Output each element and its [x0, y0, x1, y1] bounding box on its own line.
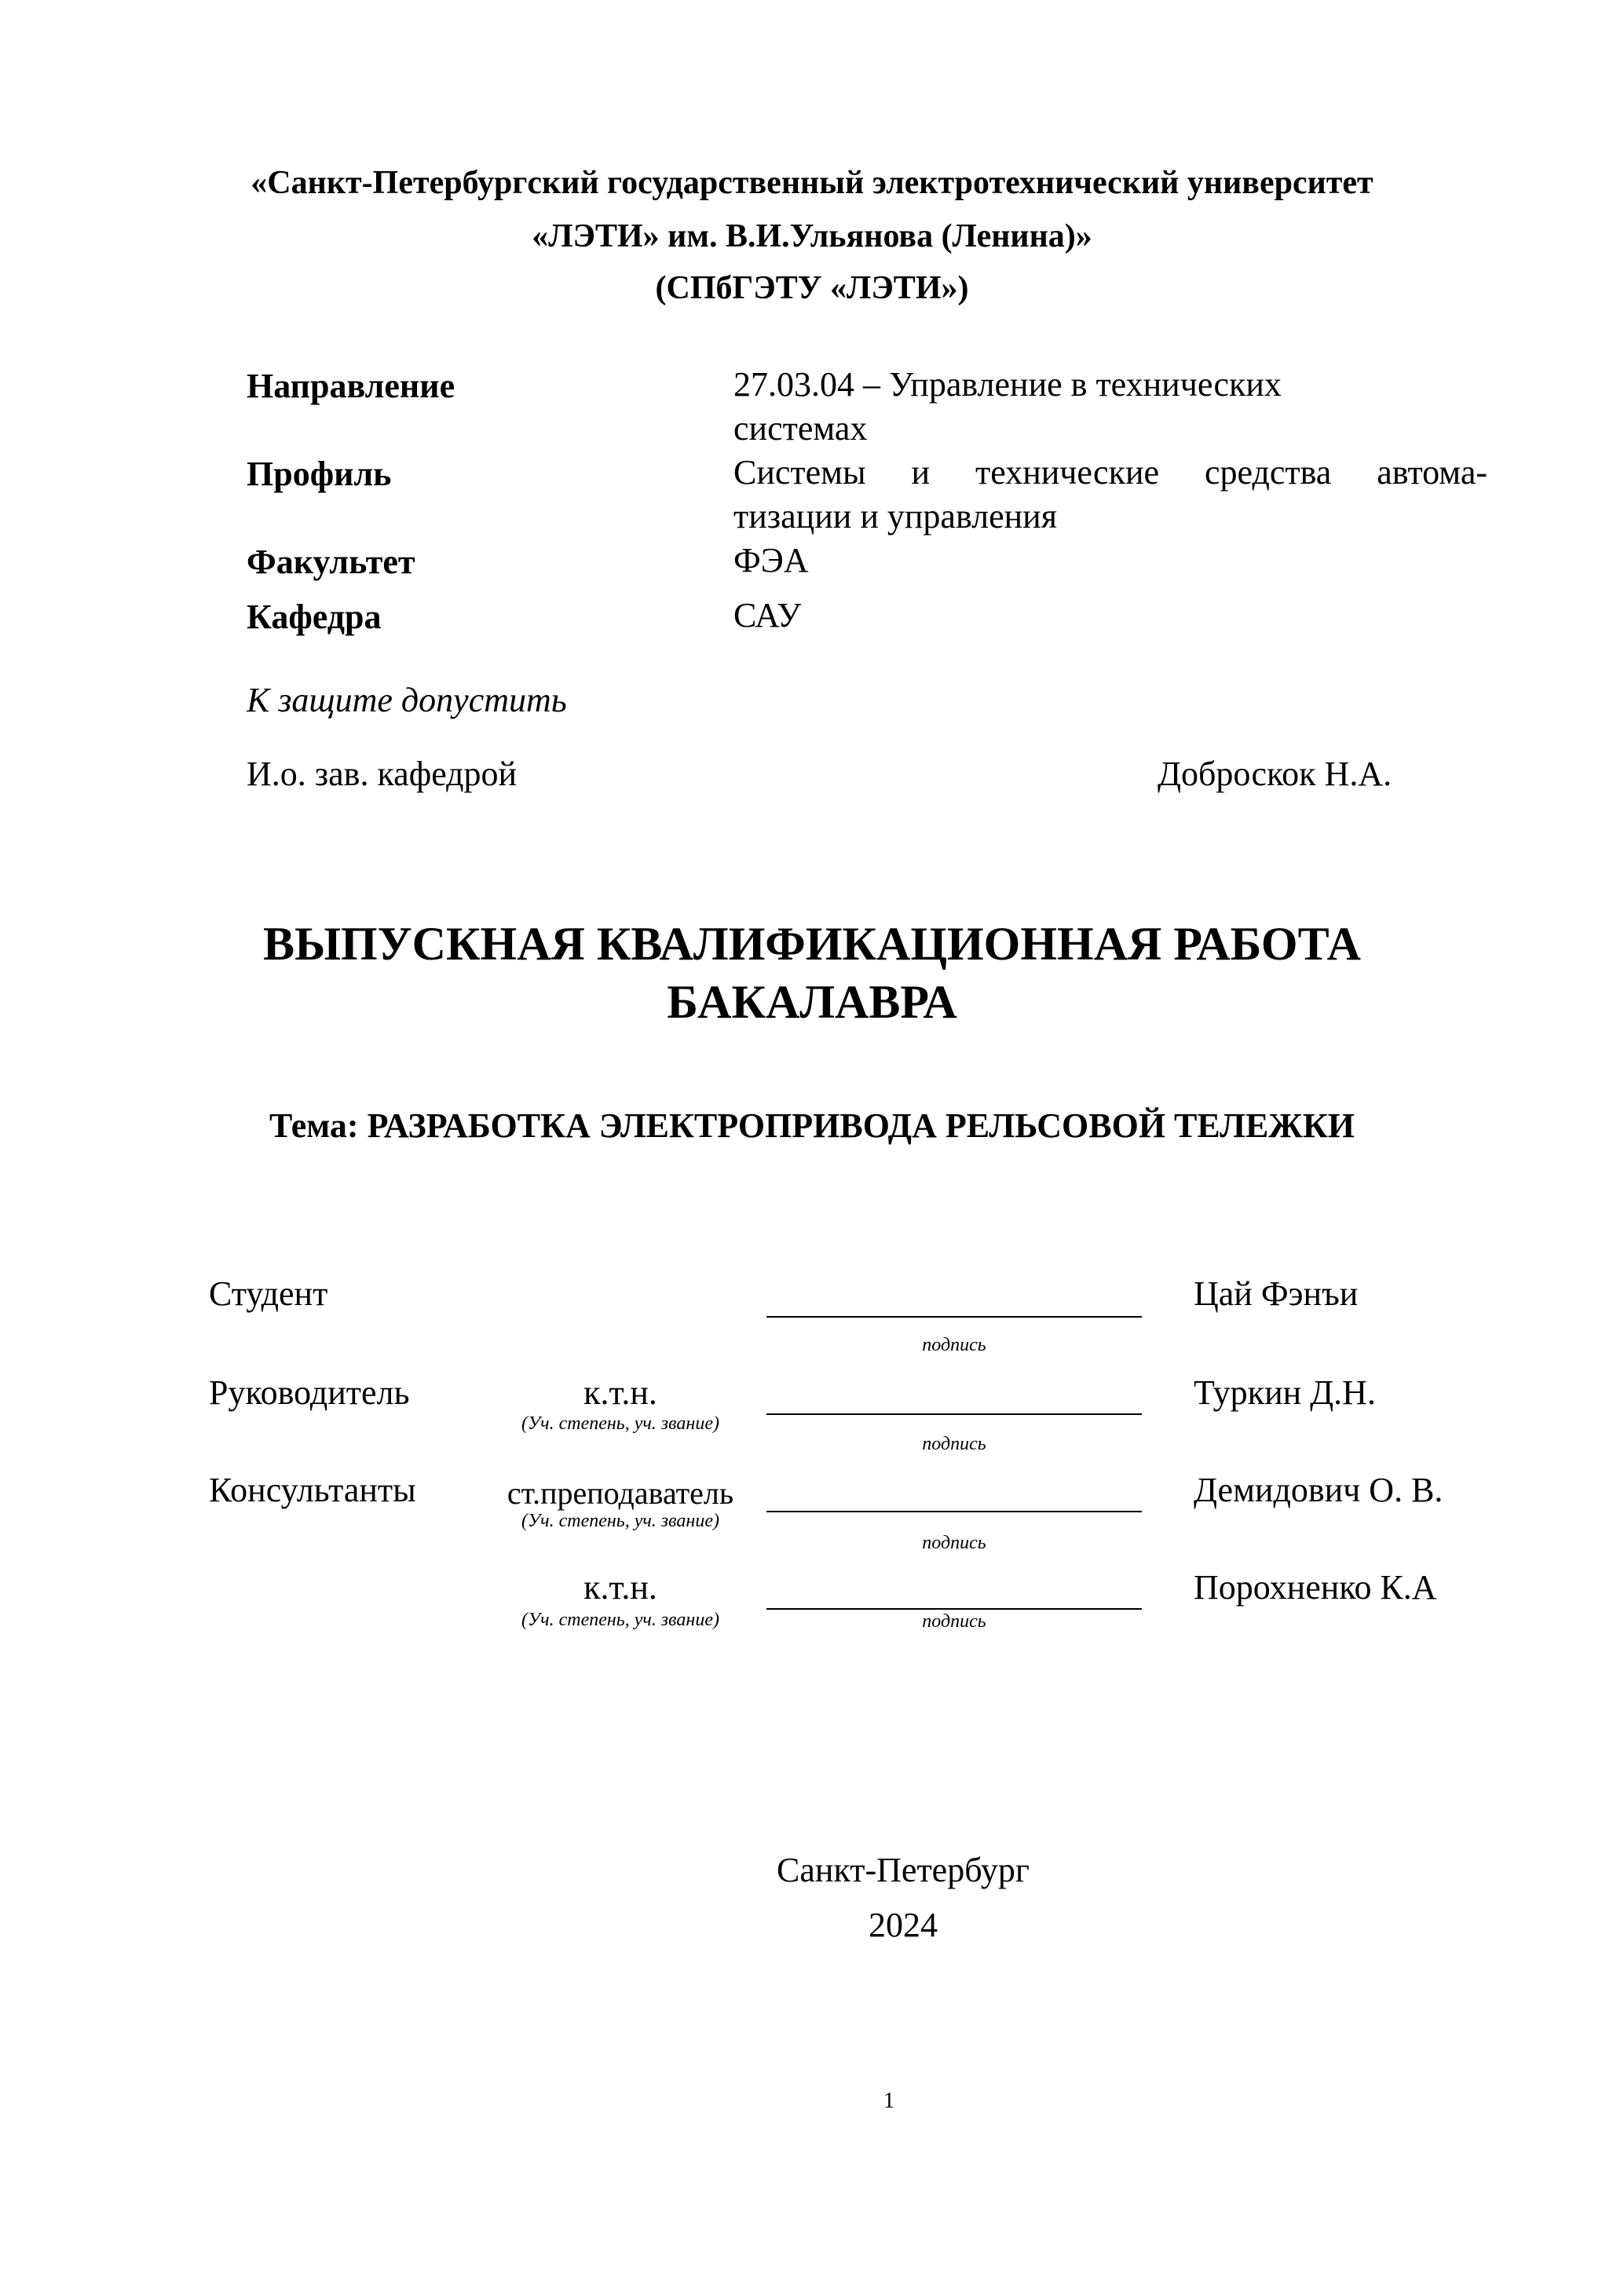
supervisor-signature-caption: подпись: [922, 1434, 986, 1454]
acting-head-name: Доброскок Н.А.: [1158, 755, 1392, 793]
faculty-value: ФЭА: [733, 541, 809, 579]
city: Санкт-Петербург: [777, 1851, 1030, 1889]
university-abbreviation: (СПбГЭТУ «ЛЭТИ»): [655, 270, 969, 306]
acting-head-label: И.о. зав. кафедрой: [247, 755, 518, 793]
consultant1-signature-line: [766, 1511, 1142, 1512]
consultant1-signature-caption: подпись: [922, 1533, 986, 1553]
supervisor-signature-line: [766, 1413, 1142, 1415]
consultant1-degree-caption: (Уч. степень, уч. звание): [521, 1511, 719, 1531]
consultant2-degree: к.т.н.: [583, 1568, 657, 1607]
faculty-label: Факультет: [247, 543, 415, 581]
year: 2024: [869, 1906, 938, 1944]
university-name-line2: «ЛЭТИ» им. В.И.Ульянова (Ленина)»: [532, 218, 1092, 254]
consultant2-signature-line: [766, 1608, 1142, 1610]
page-number: 1: [883, 2089, 894, 2113]
work-title-line1: ВЫПУСКНАЯ КВАЛИФИКАЦИОННАЯ РАБОТА: [263, 918, 1361, 970]
profile-label: Профиль: [247, 455, 392, 493]
department-label: Кафедра: [247, 598, 382, 636]
consultant2-degree-caption: (Уч. степень, уч. звание): [521, 1610, 719, 1630]
consultant1-name: Демидович О. В.: [1194, 1471, 1443, 1509]
profile-value-line1: Системы и технические средства автома-: [733, 453, 1487, 492]
direction-label: Направление: [247, 367, 455, 405]
consultants-role: Консультанты: [209, 1471, 416, 1509]
student-signature-caption: подпись: [922, 1335, 986, 1355]
student-signature-line: [766, 1316, 1142, 1318]
university-name-line1: «Санкт-Петербургский государственный электротехнический университет: [251, 165, 1373, 201]
student-role: Студент: [209, 1274, 328, 1313]
supervisor-role: Руководитель: [209, 1373, 410, 1412]
consultant2-name: Порохненко К.А: [1194, 1568, 1437, 1607]
work-theme: Тема: РАЗРАБОТКА ЭЛЕКТРОПРИВОДА РЕЛЬСОВОЙ ТЕЛЕЖКИ: [269, 1106, 1355, 1145]
work-title-line2: БАКАЛАВРА: [667, 976, 957, 1028]
profile-value-line2: тизации и управления: [733, 497, 1057, 536]
supervisor-name: Туркин Д.Н.: [1194, 1373, 1376, 1412]
supervisor-degree-caption: (Уч. степень, уч. звание): [521, 1413, 719, 1434]
direction-value: 27.03.04 – Управление в технических системах: [733, 365, 1282, 448]
admit-to-defense: К защите допустить: [247, 681, 567, 719]
consultant2-signature-caption: подпись: [922, 1611, 986, 1632]
consultant1-degree: ст.преподаватель: [507, 1475, 734, 1511]
department-value: САУ: [733, 596, 802, 634]
student-name: Цай Фэнъи: [1194, 1274, 1359, 1313]
supervisor-degree: к.т.н.: [583, 1373, 657, 1412]
